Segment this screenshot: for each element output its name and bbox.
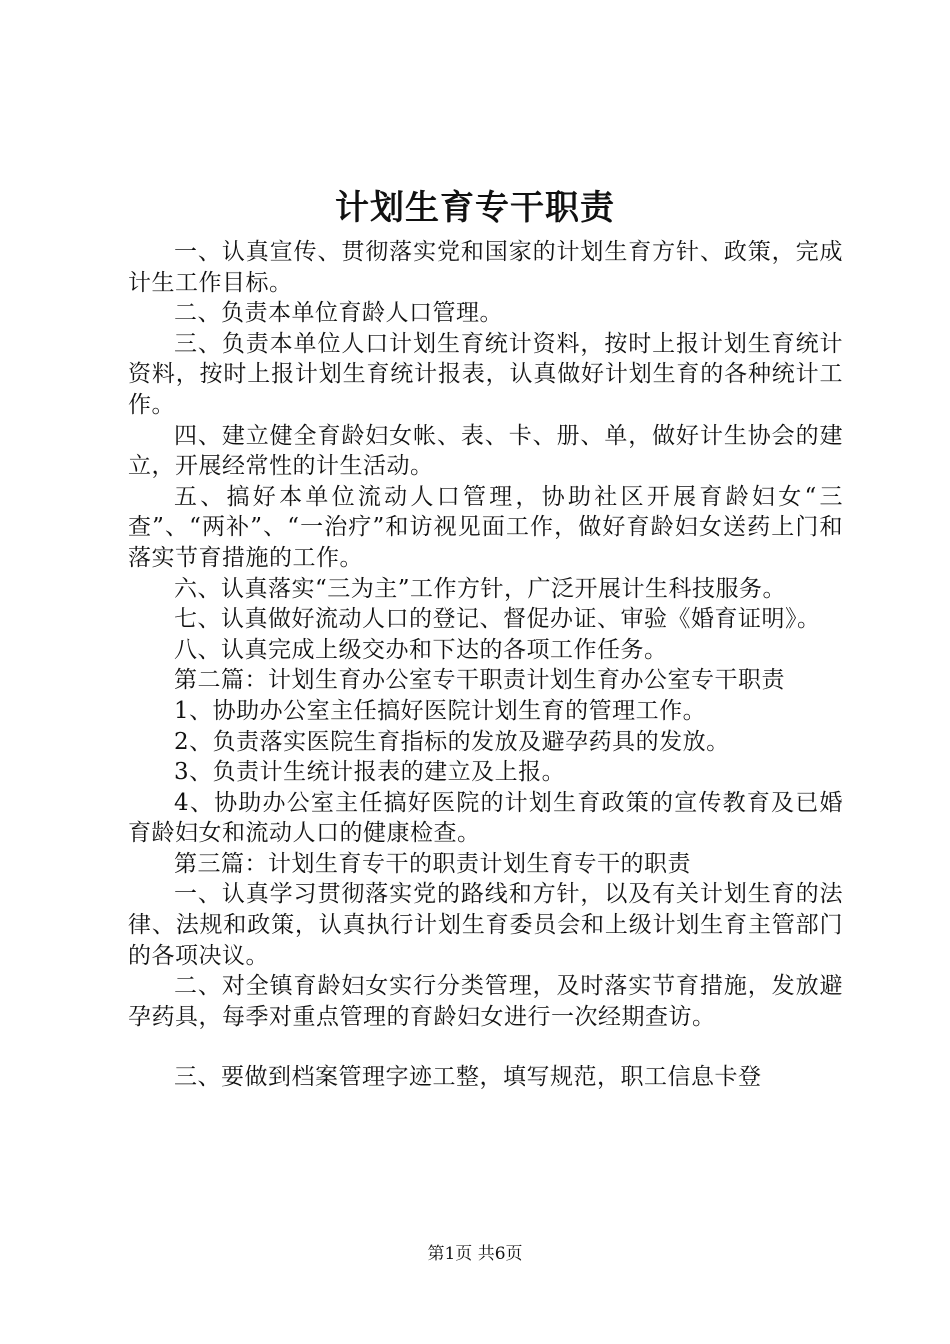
section-heading: 第二篇：计划生育办公室专干职责计划生育办公室专干职责 bbox=[174, 667, 785, 694]
paragraph: 一、认真学习贯彻落实党的路线和方针，以及有关计划生育的法律、法规和政策，认真执行计划生育委员会和上级计划生育主管部门的各项决议。 bbox=[128, 881, 843, 969]
document-body bbox=[128, 237, 843, 1093]
section-heading: 第三篇：计划生育专干的职责计划生育专干的职责 bbox=[174, 850, 691, 877]
page-footer: 第1页 共6页 bbox=[427, 1244, 523, 1264]
paragraph: 1、协助办公室主任搞好医院计划生育的管理工作。 bbox=[174, 697, 707, 724]
paragraph: 二、负责本单位育龄人口管理。 bbox=[174, 300, 503, 327]
paragraph: 三、负责本单位人口计划生育统计资料，按时上报计划生育统计资料，按时上报计划生育统计报表，认真做好计划生育的各种统计工作。 bbox=[128, 330, 843, 418]
paragraph: 一、认真宣传、贯彻落实党和国家的计划生育方针、政策，完成计生工作目标。 bbox=[128, 239, 843, 296]
paragraph: 六、认真落实“三为主”工作方针，广泛开展计生科技服务。 bbox=[174, 575, 787, 602]
paragraph: 2、负责落实医院生育指标的发放及避孕药具的发放。 bbox=[174, 728, 730, 755]
paragraph: 4、协助办公室主任搞好医院的计划生育政策的宣传教育及已婚育龄妇女和流动人口的健康检查。 bbox=[128, 789, 843, 847]
document-title: 计划生育专干职责 bbox=[335, 188, 615, 228]
paragraph: 四、建立健全育龄妇女帐、表、卡、册、单，做好计生协会的建立，开展经常性的计生活动。 bbox=[128, 422, 843, 480]
paragraph: 八、认真完成上级交办和下达的各项工作任务。 bbox=[174, 636, 668, 663]
paragraph: 二、对全镇育龄妇女实行分类管理，及时落实节育措施，发放避孕药具，每季对重点管理的育龄妇女进行一次经期查访。 bbox=[128, 973, 843, 1030]
paragraph: 三、要做到档案管理字迹工整，填写规范，职工信息卡登 bbox=[174, 1064, 762, 1091]
paragraph: 五、搞好本单位流动人口管理，协助社区开展育龄妇女“三查”、“两补”、“一治疗”和访视见面工作，做好育龄妇女送药上门和落实节育措施的工作。 bbox=[128, 483, 843, 571]
paragraph: 3、负责计生统计报表的建立及上报。 bbox=[174, 759, 566, 786]
paragraph: 七、认真做好流动人口的登记、督促办证、审验《婚育证明》。 bbox=[174, 606, 821, 633]
